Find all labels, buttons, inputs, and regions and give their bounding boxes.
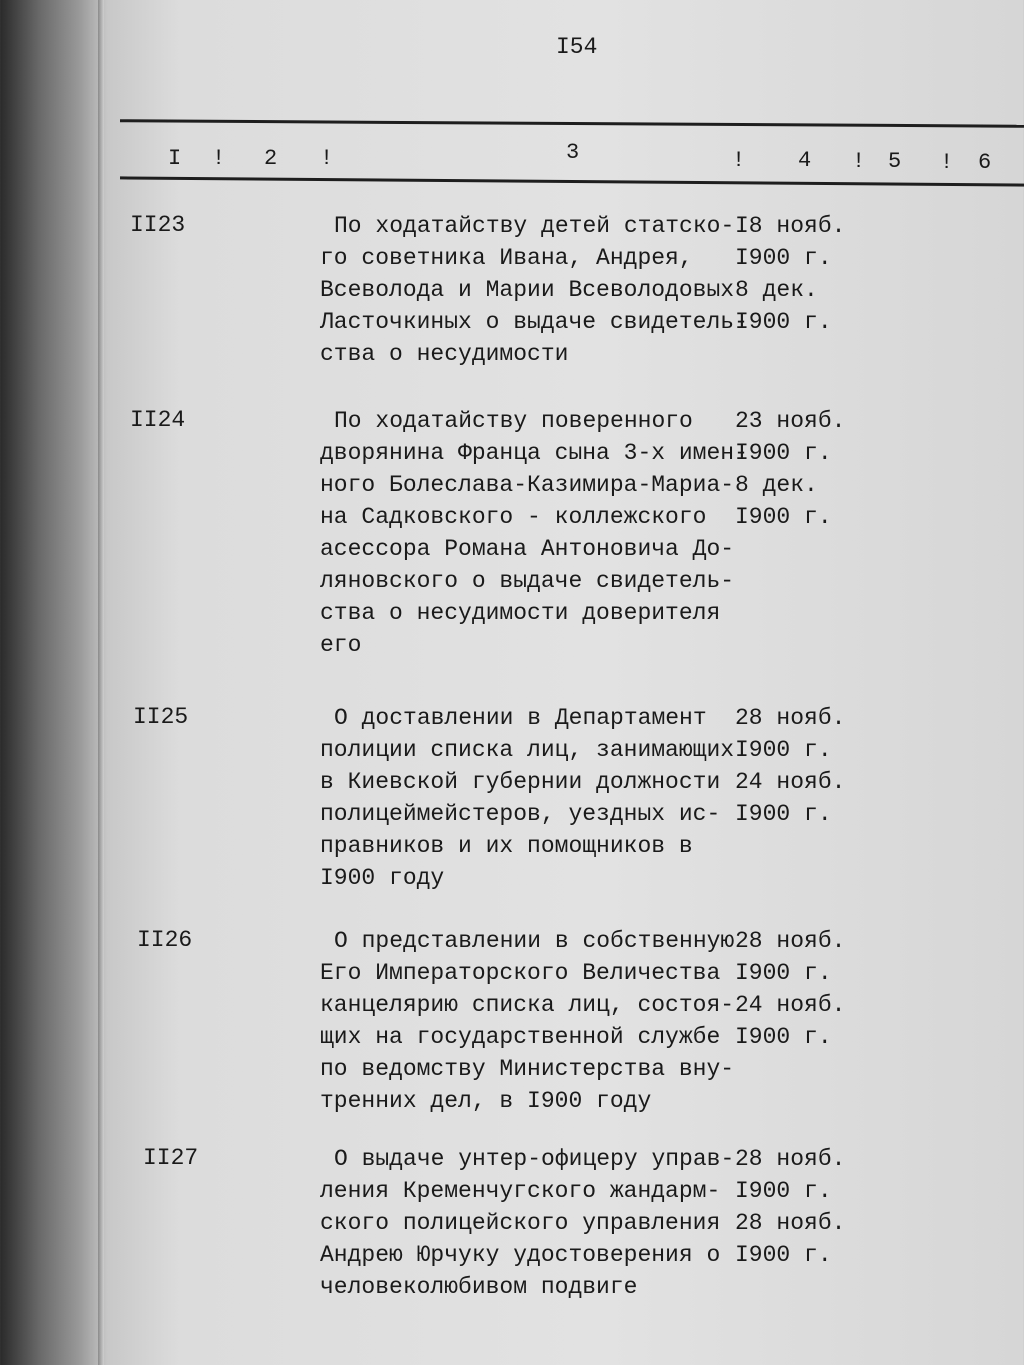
date-line: I900 г. bbox=[735, 1242, 832, 1268]
description-line: полицеймейстеров, уездных ис- bbox=[320, 801, 721, 827]
description-line: по ведомству Министерства вну- bbox=[320, 1056, 735, 1082]
description-line: О представлении в собственную bbox=[334, 928, 735, 954]
page-number: I54 bbox=[556, 34, 598, 60]
entry-dates bbox=[735, 1143, 845, 1271]
description-line: ления Кременчугского жандарм- bbox=[320, 1178, 721, 1204]
column-separator: ! bbox=[940, 150, 954, 175]
description-line: щих на государственной службе bbox=[320, 1024, 721, 1050]
date-line: I900 г. bbox=[735, 1178, 832, 1204]
header-bottom-rule bbox=[120, 176, 1024, 186]
date-line: 24 нояб. bbox=[735, 992, 846, 1018]
date-line: I900 г. bbox=[735, 245, 832, 271]
description-line: ного Болеслава-Казимира-Мариа- bbox=[320, 472, 735, 498]
date-line: I900 г. bbox=[735, 504, 832, 530]
column-separator: ! bbox=[732, 148, 746, 173]
date-line: I900 г. bbox=[735, 737, 832, 763]
entry-number: II25 bbox=[133, 704, 189, 730]
description-line: го советника Ивана, Андрея, bbox=[320, 245, 693, 271]
description-line: Андрею Юрчуку удостоверения о bbox=[320, 1242, 721, 1268]
entry-dates bbox=[735, 405, 845, 533]
description-line: По ходатайству детей статско- bbox=[334, 213, 735, 239]
column-4-header: 4 bbox=[798, 148, 812, 173]
entry-description bbox=[320, 405, 748, 661]
date-line: I900 г. bbox=[735, 960, 832, 986]
date-line: I900 г. bbox=[735, 440, 832, 466]
header-top-rule bbox=[120, 119, 1024, 128]
entry-number: II23 bbox=[130, 212, 186, 238]
date-line: 23 нояб. bbox=[735, 408, 846, 434]
description-line: человеколюбивом подвиге bbox=[320, 1274, 638, 1300]
description-line: в Киевской губернии должности bbox=[320, 769, 721, 795]
date-line: I900 г. bbox=[735, 1024, 832, 1050]
description-line: канцелярию списка лиц, состоя- bbox=[320, 992, 735, 1018]
date-line: 28 нояб. bbox=[735, 705, 846, 731]
entry-dates bbox=[735, 702, 845, 830]
description-line: Ласточкиных о выдаче свидетель- bbox=[320, 309, 748, 335]
description-line: О доставлении в Департамент bbox=[334, 705, 707, 731]
description-line: Всеволода и Марии Всеволодовых bbox=[320, 277, 735, 303]
entry-description bbox=[320, 1143, 734, 1303]
description-line: его bbox=[320, 632, 362, 658]
book-binding-edge bbox=[98, 0, 104, 1365]
description-line: ского полицейского управления bbox=[320, 1210, 721, 1236]
description-line: Его Императорского Величества bbox=[320, 960, 721, 986]
entry-number: II27 bbox=[143, 1145, 199, 1171]
description-line: По ходатайству поверенного bbox=[334, 408, 693, 434]
column-5-header: 5 bbox=[888, 149, 902, 174]
column-3-header: 3 bbox=[566, 140, 580, 165]
entry-description bbox=[320, 702, 734, 894]
date-line: 8 дек. bbox=[735, 277, 818, 303]
column-6-header: 6 bbox=[978, 150, 992, 175]
column-separator: ! bbox=[320, 146, 334, 171]
date-line: 28 нояб. bbox=[735, 1146, 846, 1172]
entry-number: II26 bbox=[137, 927, 193, 953]
column-2-header: 2 bbox=[264, 146, 278, 171]
description-line: тренних дел, в I900 году bbox=[320, 1088, 652, 1114]
entry-dates bbox=[735, 925, 845, 1053]
description-line: полиции списка лиц, занимающих bbox=[320, 737, 735, 763]
date-line: I8 нояб. bbox=[735, 213, 846, 239]
column-1-header: I bbox=[168, 146, 182, 171]
description-line: асессора Романа Антоновича До- bbox=[320, 536, 735, 562]
date-line: 8 дек. bbox=[735, 472, 818, 498]
date-line: 24 нояб. bbox=[735, 769, 846, 795]
description-line: правников и их помощников в bbox=[320, 833, 693, 859]
date-line: I900 г. bbox=[735, 309, 832, 335]
description-line: ства о несудимости доверителя bbox=[320, 600, 721, 626]
date-line: 28 нояб. bbox=[735, 928, 846, 954]
description-line: дворянина Франца сына 3-х имен- bbox=[320, 440, 748, 466]
entry-description bbox=[320, 925, 734, 1117]
description-line: ляновского о выдаче свидетель- bbox=[320, 568, 735, 594]
column-separator: ! bbox=[212, 146, 226, 171]
entry-description bbox=[320, 210, 748, 370]
entry-dates bbox=[735, 210, 845, 338]
date-line: I900 г. bbox=[735, 801, 832, 827]
description-line: I900 году bbox=[320, 865, 445, 891]
date-line: 28 нояб. bbox=[735, 1210, 846, 1236]
entry-number: II24 bbox=[130, 407, 186, 433]
column-separator: ! bbox=[852, 149, 866, 174]
description-line: О выдаче унтер-офицеру управ- bbox=[334, 1146, 735, 1172]
description-line: на Садковского - коллежского bbox=[320, 504, 707, 530]
description-line: ства о несудимости bbox=[320, 341, 569, 367]
